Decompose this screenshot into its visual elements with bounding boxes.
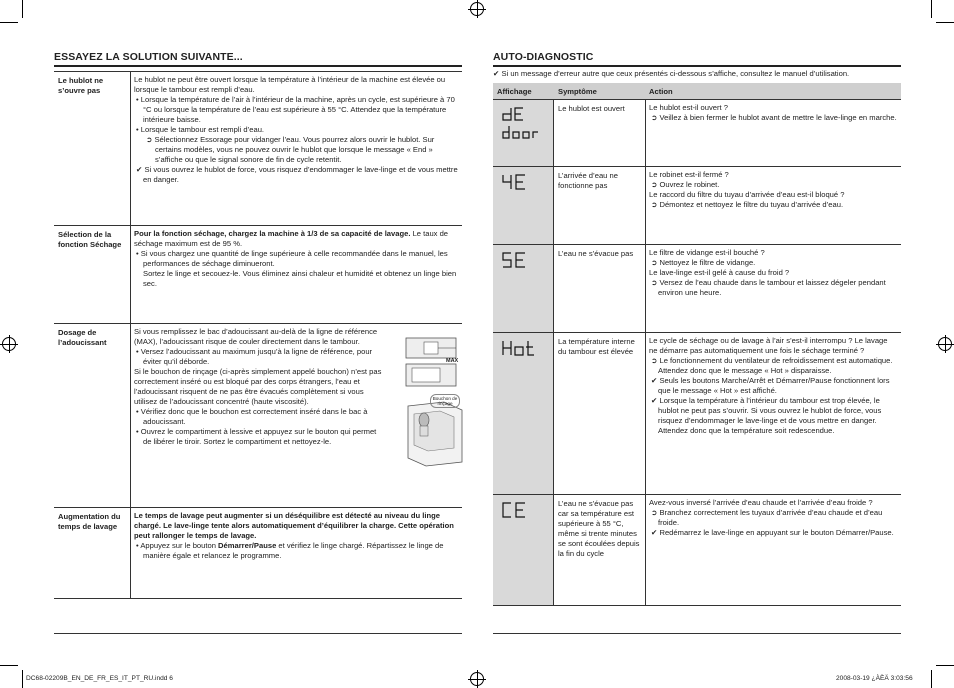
diagnostic-row-ce — [493, 494, 901, 606]
registration-mark-top — [470, 2, 484, 16]
registration-mark-bottom — [470, 672, 484, 686]
lcd-code-de-door — [501, 106, 547, 142]
row-text: Pour la fonction séchage, chargez la machine à 1/3 de sa capacité de lavage. Le taux de séchage maximum est de 95 %. • Si vous chargez une quantité de linge supérieure à celle recommandée dans le manuel, les performances de séchage diminueront. Sortez le linge et secouez-le. Vous éliminez ainsi chaleur et humidité et obtenez un linge bien sec. — [134, 229, 457, 289]
action-text: Le filtre de vidange est-il bouché ? ➲ Nettoyez le filtre de vidange. Le lave-linge est-il gelé à cause du froid ? ➲ Versez de l’eau chaude dans le tambour et laissez dégeler pendant environ une heure. — [649, 248, 886, 298]
row-label: Augmentation du temps de lavage — [58, 512, 121, 532]
symptom-text: Le hublot est ouvert — [558, 104, 625, 113]
diagnostic-note: ✔ Si un message d’erreur autre que ceux présentés ci-dessous s’affiche, consultez le manuel d’utilisation. — [493, 69, 850, 78]
lcd-code-hot — [501, 339, 541, 357]
row-label: Dosage de l’adoucissant — [58, 328, 107, 348]
symptom-text: L’arrivée d’eau ne fonctionne pas — [558, 171, 618, 191]
row-text: Le temps de lavage peut augmenter si un déséquilibre est détecté au niveau du linge chargé. Le lave-linge tente alors automatiquement d’équilibrer la charge. Cette opération peut rallonger le temps de lavage. • Appuyez sur le bouton Démarrer/Pause et vérifiez le linge chargé. Répartissez le linge de manière égale et relancez le programme. — [134, 511, 454, 561]
header-action: Action — [649, 87, 673, 96]
action-text: Le cycle de séchage ou de lavage à l’air s’est-il interrompu ? Le lavage ne démarre pas automatiquement une fois le séchage terminé ? ➲ Le fonctionnement du ventilateur de refroidissement est automatique. Attendez donc que le message « Hot » disparaisse. ✔ Seuls les boutons Marche/Arrêt et Démarrer/Pause fonctionnent lors que le message « Hot » est affiché. ✔ Lorsque la température à l’intérieur du tambour est trop élevée, le hublot ne peut pas s’ouvrir. Si vous ouvrez le hublot de force, vous risquez d’endommager le lave-linge et de vous mettre en danger. Attendez donc que la température soit redescendue. — [649, 336, 893, 436]
rinse-cap-label: Bouchon de rinçage — [430, 394, 460, 408]
row-label: Sélection de la fonction Séchage — [58, 230, 122, 250]
diagnostic-row-hot — [493, 332, 901, 494]
symptom-text: L’eau ne s’évacue pas car sa température est supérieure à 55 °C, même si trente minutes se sont écoulées depuis la fin du cycle — [558, 499, 640, 559]
right-section-title: AUTO-DIAGNOSTIC — [493, 51, 594, 63]
diagnostic-row-water-inlet — [493, 166, 901, 244]
action-text: Avez-vous inversé l’arrivée d’eau chaude et l’arrivée d’eau froide ? ➲ Branchez correctement les tuyaux d’arrivée d’eau chaude et d’eau froide. ✔ Redémarrez le lave-linge en appuyant sur le bouton Démarrer/Pause. — [649, 498, 894, 538]
header-symptom: Symptôme — [558, 87, 597, 96]
header-display: Affichage — [497, 87, 532, 96]
row-label: Le hublot ne s’ouvre pas — [58, 76, 104, 96]
lcd-code-4e — [501, 173, 531, 191]
lcd-code-5e — [501, 251, 531, 269]
max-label: MAX — [446, 358, 459, 364]
action-text: Le hublot est-il ouvert ? ➲ Veillez à bien fermer le hublot avant de mettre le lave-linge en marche. — [649, 103, 897, 123]
row-text: Si vous remplissez le bac d’adoucissant au-delà de la ligne de référence (MAX), l’adoucissant risque de couler directement dans le tambour. • Versez l’adoucissant au maximum jusqu’à la ligne de référence, pour éviter qu’il déborde. Si le bouchon de rinçage (ci-après simplement appelé bouchon) n’est pas correctement inséré ou est bloqué par des corps étrangers, l’eau et l’adoucissant risquent de ne pas être évacués complètement si vous utilisez de l’adoucissant concentré (haute viscosité). • Vérifiez donc que le bouchon est correctement inséré dans le bac à adoucissant. • Ouvrez le compartiment à lessive et appuyez sur le bouton qui permet de libérer le tiroir. Sortez le compartiment et nettoyez-le. — [134, 327, 382, 447]
diagnostic-table-header — [493, 83, 901, 99]
troubleshoot-row-drying — [54, 225, 462, 323]
lcd-code-ce — [501, 501, 531, 519]
footer-file: DC68-02209B_EN_DE_FR_ES_IT_PT_RU.indd 6 — [26, 675, 173, 682]
diagnostic-row-drain — [493, 244, 901, 332]
troubleshoot-row-softener — [54, 323, 462, 507]
action-text: Le robinet est-il fermé ? ➲ Ouvrez le robinet. Le raccord du filtre du tuyau d’arrivée d’eau est-il bloqué ? ➲ Démontez et nettoyez le filtre du tuyau d’arrivée d’eau. — [649, 170, 845, 210]
registration-mark-left — [2, 337, 16, 351]
registration-mark-right — [938, 337, 952, 351]
left-section-title: ESSAYEZ LA SOLUTION SUIVANTE... — [54, 51, 243, 63]
row-text: Le hublot ne peut être ouvert lorsque la température à l’intérieur de la machine est élevée ou lorsque le tambour est rempli d’eau. • Lorsque la température de l’air à l’intérieur de la machine, après un cycle, est supérieure à 70 °C ou lorsque la température de l’eau est supérieure à 55 °C. Attendez que la température intérieure baisse. • Lorsque le tambour est rempli d’eau. ➲ Sélectionnez Essorage pour vidanger l’eau. Vous pourrez alors ouvrir le hublot. Sur certains modèles, vous ne pouvez ouvrir le hublot que lorsque le message « End » s’affiche ou que le signal sonore de fin de cycle retentit. ✔ Si vous ouvrez le hublot de force, vous risquez d’endommager le lave-linge et de vous mettre en danger. — [134, 75, 458, 185]
symptom-text: La température interne du tambour est élevée — [558, 337, 635, 357]
diagnostic-row-door — [493, 99, 901, 166]
troubleshoot-row-wash-time — [54, 507, 462, 599]
troubleshoot-row-door — [54, 71, 462, 225]
symptom-text: L’eau ne s’évacue pas — [558, 249, 634, 258]
footer-date: 2008-03-19 ¿ÀÈÄ 3:03:56 — [836, 675, 913, 682]
